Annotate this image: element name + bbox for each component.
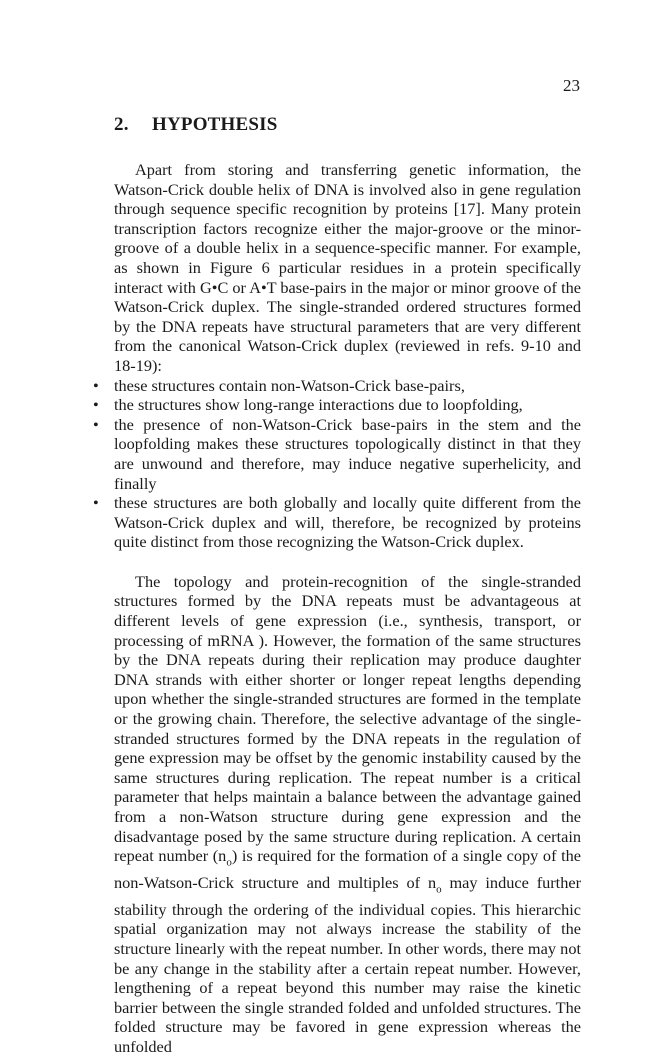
bullet-text: these structures are both globally and locally quite different from the Watson-Crick duplex and will, therefore, be recognized by proteins quite distinct from those recognizing the Watson-Crick duplex. [114, 493, 581, 552]
bullet-text: the presence of non-Watson-Crick base-pairs in the stem and the loopfolding makes these structures topologically distinct in that they are unwound and therefore, may induce negative superhelicity, and finally [114, 414, 581, 493]
paragraph-1 [114, 160, 581, 376]
body-text [93, 160, 582, 1057]
section-title: HYPOTHESIS [152, 114, 278, 135]
subscript-o: o [436, 883, 442, 896]
paragraph-2 [114, 572, 581, 1057]
paragraph-2-text-b: ) is required for the formation of a single copy of the non-Watson-Crick structure and multiples of n [114, 846, 582, 893]
bullet-text: the structures show long-range interactions due to loopfolding, [114, 395, 523, 415]
paragraph-2-text-a: The topology and protein-recognition of the single-stranded structures formed by the DNA repeats must be advantageous at different levels of gene expression (i.e., synthesis, transport, or processing of mRNA ). However, the formation of the same structures by the DNA repeats during their replication may produce daughter DNA strands with either shorter or longer repeat lengths depending upon whether the single-stranded structures are formed in the template or the growing chain. Therefore, the selective advantage of the single-stranded structures formed by the DNA repeats in the regulation of gene expression may be offset by the genomic instability caused by the same structures during replication. The repeat number is a critical parameter that helps maintain a balance between the advantage gained from a non-Watson structure during gene expression and the disadvantage posed by the same structure during replication. A certain repeat number (n [114, 571, 581, 866]
bullet-icon: • [93, 493, 99, 513]
paragraph-2-text-c: may induce further stability through the ordering of the individual copies. This hierarchic spatial organization may not always increase the stability of the structure linearly with the repeat number. In other words, there may not be any change in the stability after a certain repeat number. However, lengthening of a repeat beyond this number may raise the kinetic barrier between the single stranded folded and unfolded structures. The folded structure may be favored in gene expression whereas the unfolded [114, 873, 581, 1057]
bullet-icon: • [93, 375, 99, 395]
subscript-o: o [226, 856, 232, 869]
paragraph-1-text: Apart from storing and transferring genetic information, the Watson-Crick double helix of DNA is involved also in gene regulation through sequence specific recognition by proteins [17]. Many protein transcription factors recognize either the major-groove or the minor-groove of a double helix in a sequence-specific manner. For example, as shown in Figure 6 particular residues in a protein specifically interact with G•C or A•T base-pairs in the major or minor groove of the Watson-Crick duplex. The single-stranded ordered structures formed by the DNA repeats have structural parameters that are very different from the canonical Watson-Crick duplex (reviewed in refs. 9-10 and 18-19): [114, 160, 581, 375]
bullet-item-1 [93, 375, 581, 396]
section-number: 2. [114, 114, 129, 135]
bullet-item-4 [93, 493, 581, 552]
bullet-icon: • [93, 414, 99, 434]
bullet-text: these structures contain non-Watson-Crick base-pairs, [114, 375, 465, 395]
bullet-item-3 [93, 414, 581, 493]
bullet-list [93, 375, 581, 552]
bullet-icon: • [93, 395, 99, 415]
bullet-item-2 [93, 395, 581, 415]
page-number: 23 [563, 76, 580, 95]
section-heading [114, 114, 278, 136]
